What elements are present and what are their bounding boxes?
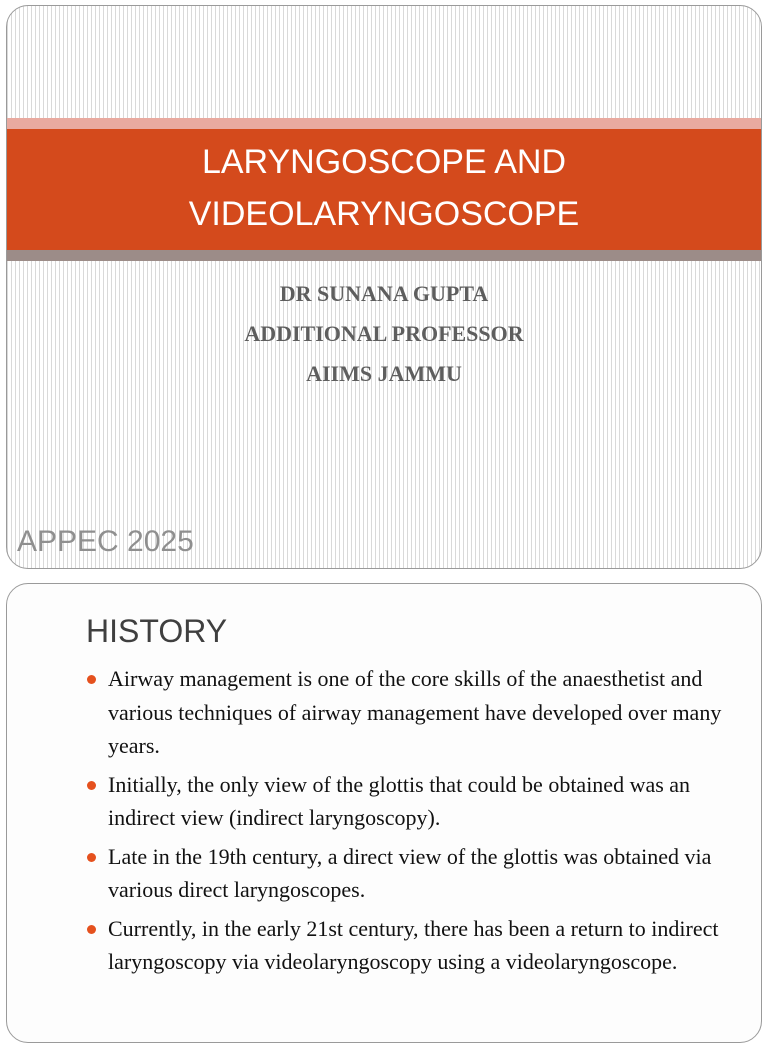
author-name: DR SUNANA GUPTA xyxy=(279,281,489,306)
bullet-dot-icon xyxy=(87,925,96,934)
bullet-text: Late in the 19th century, a direct view of the glottis was obtained via various direct laryngoscopes. xyxy=(108,843,712,902)
slide-title-line-1: LARYNGOSCOPE AND xyxy=(201,143,567,181)
bullet-list xyxy=(86,662,736,984)
slide-title-line-2: VIDEOLARYNGOSCOPE xyxy=(188,195,580,233)
slide-heading: HISTORY xyxy=(86,613,228,649)
bullet-text: Airway management is one of the core skills of the anaesthetist and various techniques of airway management have developed over many years. xyxy=(108,666,722,758)
bullet-item xyxy=(86,912,736,979)
history-slide xyxy=(6,583,762,1043)
author-institution: AIIMS JAMMU xyxy=(306,361,462,386)
conference-footer: APPEC 2025 xyxy=(17,525,194,558)
slide-subtitle xyxy=(7,274,761,394)
bullet-item xyxy=(86,840,736,907)
title-slide xyxy=(6,5,762,569)
bullet-dot-icon xyxy=(87,675,96,684)
bullet-dot-icon xyxy=(87,853,96,862)
bullet-dot-icon xyxy=(87,781,96,790)
author-position: ADDITIONAL PROFESSOR xyxy=(244,321,524,346)
slide-title xyxy=(7,136,761,240)
bullet-item xyxy=(86,662,736,763)
bullet-text: Initially, the only view of the glottis that could be obtained was an indirect view (indirect laryngoscopy). xyxy=(108,771,691,830)
title-band-bottom-stripe xyxy=(7,250,761,261)
title-band-top-stripe xyxy=(7,118,761,129)
bullet-text: Currently, in the early 21st century, there has been a return to indirect laryngoscopy via videolaryngoscopy using a videolaryngoscope. xyxy=(108,915,719,974)
bullet-item xyxy=(86,768,736,835)
